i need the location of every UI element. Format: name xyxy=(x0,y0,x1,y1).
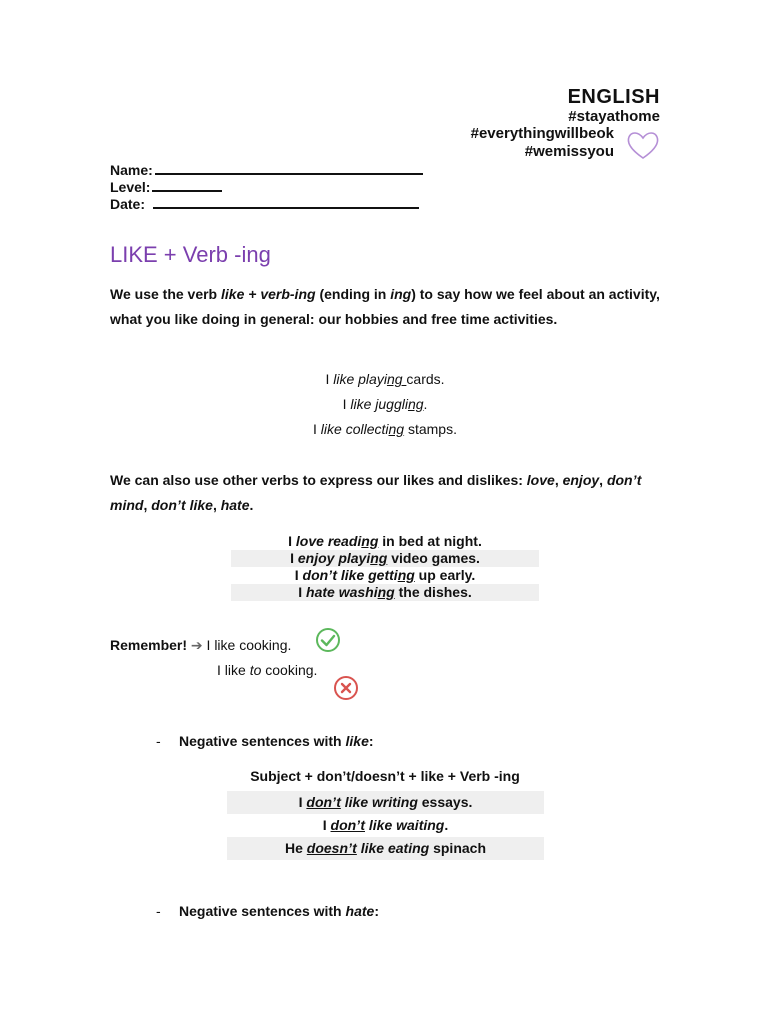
table-row: I don’t like getting up early. xyxy=(294,567,476,583)
other-verbs-paragraph: We can also use other verbs to express our likes and dislikes: love, enjoy, don’t mind, don’t like, hate. xyxy=(110,472,642,513)
arrow-icon: ➔ xyxy=(190,637,203,653)
example-sentence: I like collecting stamps. xyxy=(313,421,457,437)
level-line[interactable] xyxy=(152,177,222,192)
table-row: I enjoy playing video games. xyxy=(231,550,539,567)
negative-formula: Subject + don’t/doesn’t + like + Verb -ing xyxy=(250,768,520,784)
negatives-hate-heading: - Negative sentences with hate: xyxy=(156,903,379,919)
bullet-dash: - xyxy=(156,903,161,919)
table-row: I love reading in bed at night. xyxy=(288,533,482,549)
table-row: He doesn’t like eating spinach xyxy=(227,837,544,860)
example-sentence: I like juggling. xyxy=(342,396,428,412)
example-sentence: I like playing cards. xyxy=(325,371,445,387)
level-field[interactable] xyxy=(110,177,222,195)
intro-paragraph: We use the verb like + verb-ing (ending in ing) to say how we feel about an activity, what you like doing in general: our hobbies and free time activities. xyxy=(110,286,660,327)
table-row: I hate washing the dishes. xyxy=(231,584,539,601)
date-label: Date: xyxy=(110,196,149,212)
level-label: Level: xyxy=(110,179,151,195)
section-title: LIKE + Verb -ing xyxy=(110,242,271,267)
check-icon xyxy=(315,627,341,653)
heart-icon xyxy=(626,129,660,161)
name-line[interactable] xyxy=(155,160,423,175)
remember-note xyxy=(110,637,291,654)
hashtag-stayathome: #stayathome xyxy=(568,108,660,125)
date-field[interactable] xyxy=(110,194,419,212)
document-title: ENGLISH xyxy=(567,86,660,108)
hashtag-everythingwillbeok: #everythingwillbeok xyxy=(470,125,614,142)
negatives-like-table xyxy=(227,791,544,860)
date-line[interactable] xyxy=(153,194,419,209)
wrong-example: I like to cooking. xyxy=(217,662,318,678)
negatives-like-heading: - Negative sentences with like: xyxy=(156,733,374,749)
name-field[interactable] xyxy=(110,160,423,178)
name-label: Name: xyxy=(110,162,153,178)
table-row: I don’t like writing essays. xyxy=(227,791,544,814)
remember-label: Remember! xyxy=(110,637,191,653)
verb-example-table xyxy=(231,533,539,601)
bullet-dash: - xyxy=(156,733,161,749)
table-row: I don’t like waiting. xyxy=(322,817,449,833)
cross-icon xyxy=(333,675,359,701)
correct-example: I like cooking. xyxy=(202,637,292,653)
hashtag-wemissyou: #wemissyou xyxy=(524,143,614,160)
